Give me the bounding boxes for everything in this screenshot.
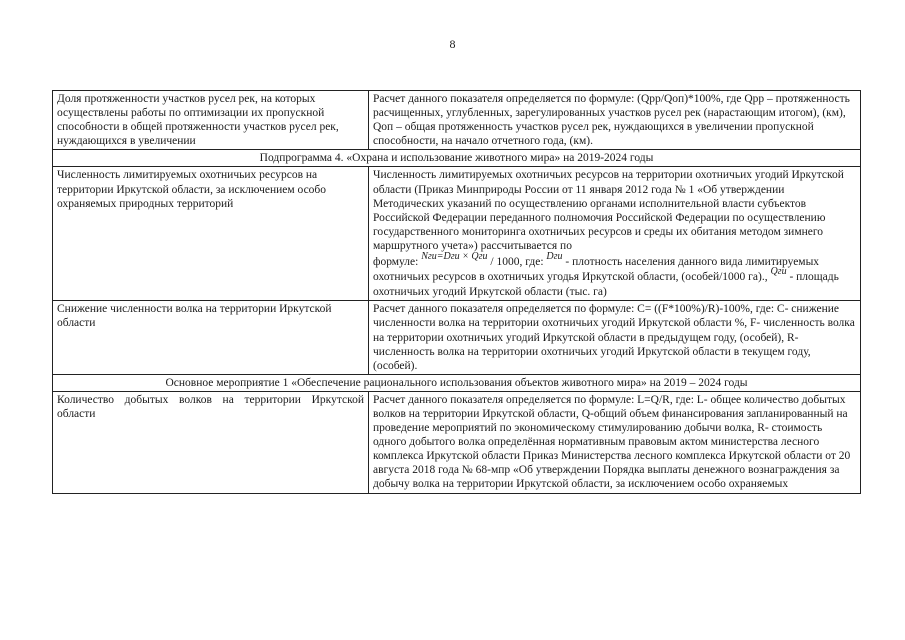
formula: Nги=Dги × Qги xyxy=(421,251,488,263)
indicator-description xyxy=(369,167,861,301)
indicator-description: Расчет данного показателя определяется по формуле: (Qрр/Qоп)*100%, где Qрр – протяженность расчищенных, углубленных, зарегулированных участков русел рек (нарастающим итогом), (км), Qоп – общая протяженность участков русел рек, нуждающихся в увеличении пропускной способности, на начало отчетного года, (км). xyxy=(369,91,861,150)
indicator-name: Численность лимитируемых охотничьих ресурсов на территории Иркутской области, за исключением особо охраняемых природных территорий xyxy=(53,167,369,301)
section-title: Основное мероприятие 1 «Обеспечение рационального использования объектов животного мира» на 2019 – 2024 годы xyxy=(53,374,861,391)
indicator-name: Доля протяженности участков русел рек, на которых осуществлены работы по оптимизации их пропускной способности в общей протяженности участков русел рек, нуждающихся в увеличении xyxy=(53,91,369,150)
indicators-table xyxy=(52,90,861,494)
indicator-name: Снижение численности волка на территории Иркутской области xyxy=(53,301,369,374)
section-row xyxy=(53,374,861,391)
indicator-description: Расчет данного показателя определяется по формуле: С= ((F*100%)/R)-100%, где: С- снижение численности волка на территории охотничьих угодий Иркутской области %, F- численность волка на территории охотничьих угодий Иркутской области в предыдущем году, (особей), R- численность волка на территории охотничьих угодий Иркутской области в текущем году, (особей). xyxy=(369,301,861,374)
q-description: - площадь охотничьих угодий Иркутской области (тыс. га) xyxy=(373,271,839,299)
indicator-description: Расчет данного показателя определяется по формуле: L=Q/R, где: L- общее количество добытых волков на территории Иркутской области, Q-общий объем финансирования запланированный на проведение мероприятий по экономическому стимулированию добычи волка, R- стоимость одного добытого волка определённая нормативным правовым актом министерства лесного комплекса Иркутской области Приказ Министерства лесного комплекса Иркутской области от 20 августа 2018 года № 68-мпр «Об утверждении Порядка выплаты денежного вознаграждения за добычу волка на территории Иркутской области, за исключением особо охраняемых xyxy=(369,391,861,493)
formula-suffix: / 1000, где: xyxy=(490,256,544,269)
section-title: Подпрограмма 4. «Охрана и использование животного мира» на 2019-2024 годы xyxy=(53,150,861,167)
table-row xyxy=(53,91,861,150)
table-row xyxy=(53,301,861,374)
d-symbol: Dги xyxy=(546,251,563,263)
section-row xyxy=(53,150,861,167)
table-row xyxy=(53,167,861,301)
formula-prefix: формуле: xyxy=(373,256,419,269)
description-text: Численность лимитируемых охотничьих ресурсов на территории охотничьих угодий Иркутской области (Приказ Минприроды России от 11 января 2012 года № 1 «Об утверждении Методических указаний по осуществлению органами исполнительной власти субъектов Российской Федерации переданного полномочия Российской Федерации по осуществлению государственного мониторинга охотничьих ресурсов и среды их обитания методом зимнего маршрутного учета») рассчитывается по xyxy=(373,169,844,252)
q-symbol: Qги xyxy=(770,266,787,278)
table-row xyxy=(53,391,861,493)
page-number: 8 xyxy=(449,37,456,51)
d-description: - плотность населения данного вида лимитируемых охотничьих ресурсов в охотничьих угодья Иркутской области, (особей/1000 га)., xyxy=(373,256,820,284)
indicator-name: Количество добытых волков на территории Иркутской области xyxy=(53,391,369,493)
formula-line xyxy=(373,251,856,299)
